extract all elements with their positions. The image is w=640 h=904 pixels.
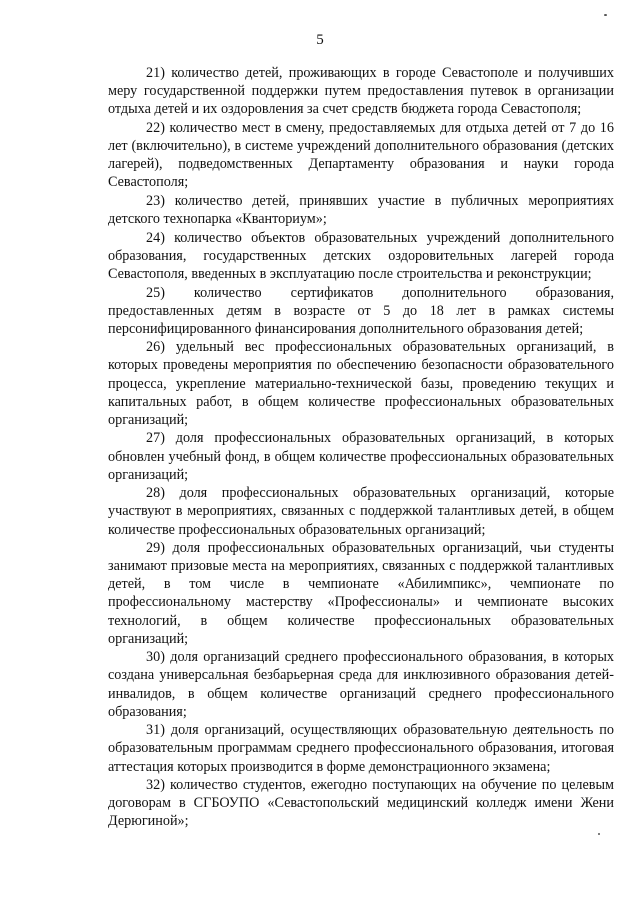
scan-speck [604,14,607,16]
list-item-23: 23) количество детей, принявших участие в публичных мероприятиях детского технопарка «Кванториум»; [108,192,614,227]
list-item-28: 28) доля профессиональных образовательных организаций, которые участвуют в мероприятиях, связанных с поддержкой талантливых детей, в общем количестве профессиональных образовательных организаций; [108,485,614,538]
list-item-24: 24) количество объектов образовательных учреждений дополнительного образования, государственных детских оздоровительных лагерей города Севастополя, введенных в эксплуатацию после строительства и реконструкции; [108,229,614,282]
scan-speck [598,833,600,835]
list-item-31: 31) доля организаций, осуществляющих образовательную деятельность по образовательным программам среднего профессионального образования, итоговая аттестация которых производится в форме демонстрационного экзамена; [108,722,614,775]
list-item-21: 21) количество детей, проживающих в городе Севастополе и получивших меру государственной поддержки путем предоставления путевок в организации отдыха детей и их оздоровления за счет средств бюджета города Севастополя; [108,65,614,118]
document-body [108,64,614,831]
list-item-27: 27) доля профессиональных образовательных организаций, в которых обновлен учебный фонд, в общем количестве профессиональных образовательных организаций; [108,430,614,483]
list-item-22: 22) количество мест в смену, предоставляемых для отдыха детей от 7 до 16 лет (включительно), в системе учреждений дополнительного образования (детских лагерей), подведомственных Департаменту образования и науки города Севастополя; [108,119,614,191]
page-number: 5 [316,32,324,48]
list-item-30: 30) доля организаций среднего профессионального образования, в которых создана универсальная безбарьерная среда для инклюзивного образования детей-инвалидов, в общем количестве организаций среднего профессионального образования; [108,649,614,720]
list-item-26: 26) удельный вес профессиональных образовательных организаций, в которых проведены мероприятия по обеспечению безопасности образовательного процесса, укрепление материально-технической базы, проведению текущих и капитальных работ, в общем количестве профессиональных образовательных организаций; [108,339,614,428]
list-item-29: 29) доля профессиональных образовательных организаций, чьи студенты занимают призовые места на мероприятиях, связанных с поддержкой талантливых детей, в том числе в чемпионате «Абилимпикс», чемпионате по профессиональному мастерству «Профессионалы» и чемпионате высоких технологий, в общем количестве профессиональных образовательных организаций; [108,540,614,647]
list-item-25: 25) количество сертификатов дополнительного образования, предоставленных детям в возрасте от 5 до 18 лет в рамках системы персонифицированного финансирования дополнительного образования детей; [108,284,614,337]
list-item-32: 32) количество студентов, ежегодно поступающих на обучение по целевым договорам в СГБОУПО «Севастопольский медицинский колледж имени Жени Дерюгиной»; [108,777,614,830]
